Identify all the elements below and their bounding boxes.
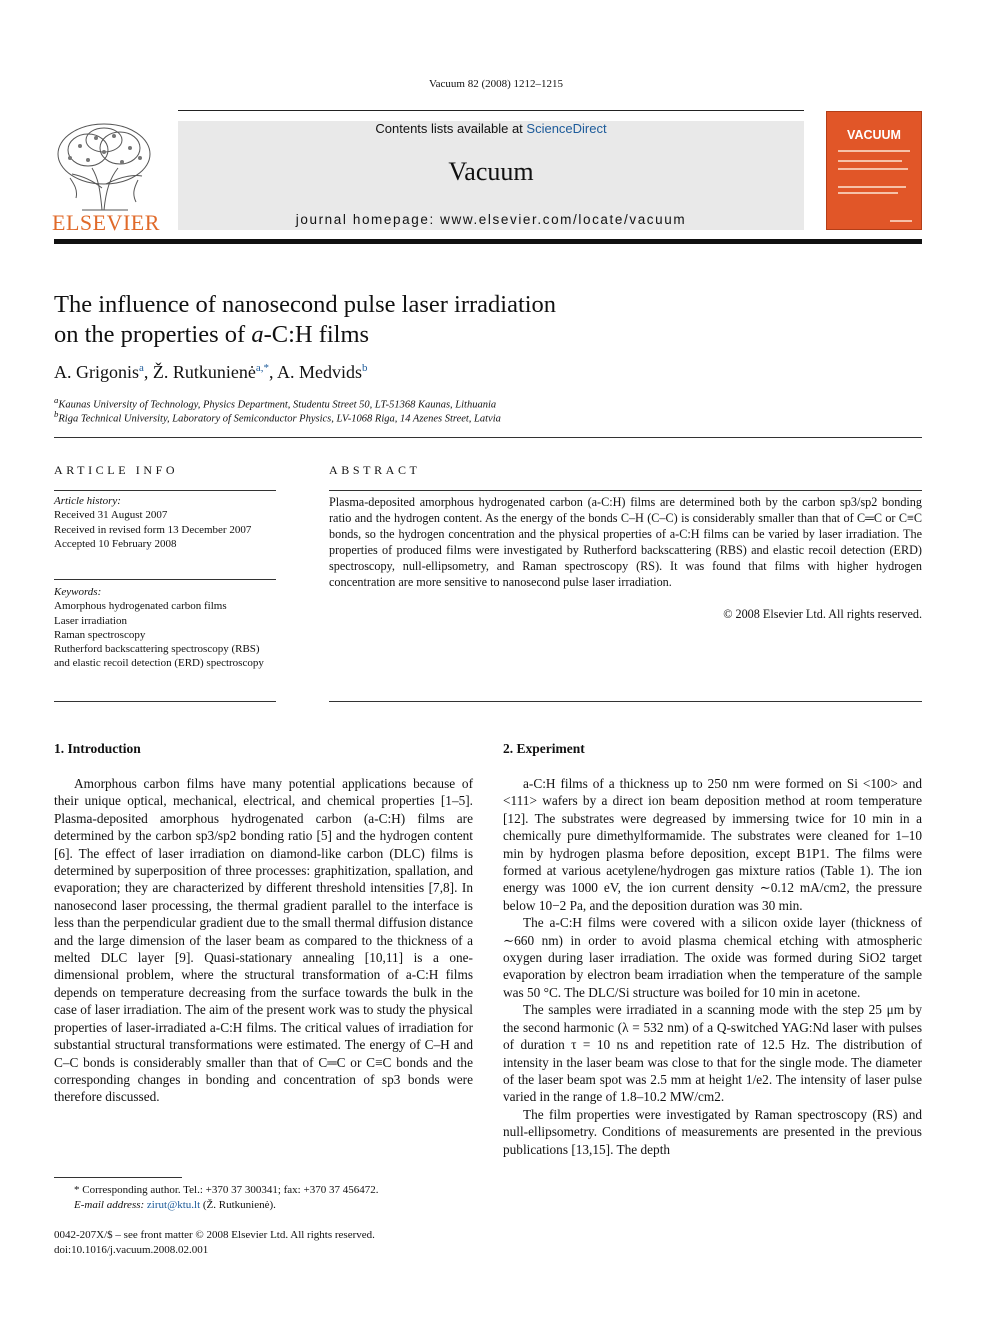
title-line-2: on the properties of a-C:H films [54, 321, 370, 348]
email-link[interactable]: zirut@ktu.lt [146, 1199, 201, 1211]
abstract-copyright: © 2008 Elsevier Ltd. All rights reserved. [723, 607, 922, 621]
divider [329, 490, 922, 491]
paragraph: Amorphous carbon films have many potential applications because of their unique optical, mechanical, electrical, and chemical properties [1–5]. Plasma-deposited amorphous hydrogenated carbon (a-C:H) films are determined by the carbon sp3/sp2 bonding ratio [5] and the hydrogen content [6]. The effect of laser irradiation on diamond-like carbon (DLC) films is determined by superposition of three processes: graphitization, spallation, and evaporation; they are characterized by different threshold intensities [7,8]. In nanosecond laser processing, the thermal gradient parallel to the interface is less than the perpendicular gradient due to the small thermal diffusion distance and the large dimension of the laser beam as compared to the thickness of a melted DLC layer [9]. Quasi-stationary annealing [10,11] is a one-dimensional problem, where the structural transformation of a-C:H films depends on temperature decreasing from the surface towards the bulk in the case of laser irradiation. The aim of the present work was to study the physical properties of laser-irradiated a-C:H films. The critical values of irradiation for substantial structural transformations were estimated. The energy of C–H and C–C bonds is considerably smaller than that of C═C or C≡C bonds and the corresponding changes in bonding and concentration of sp3 bonds were therefore discussed. [54, 776, 473, 1105]
cover-decor-line [838, 160, 902, 162]
issn-line: 0042-207X/$ – see front matter © 2008 Elsevier Ltd. All rights reserved. [54, 1229, 375, 1241]
abstract-heading: ABSTRACT [329, 463, 421, 477]
divider [329, 701, 922, 702]
section-heading-experiment: 2. Experiment [503, 741, 585, 756]
journal-citation: Vacuum 82 (2008) 1212–1215 [428, 78, 564, 90]
introduction-body [54, 775, 473, 1106]
article-title [54, 290, 674, 350]
affiliation: $^b$Riga Technical University, Laboratory of Semiconductor Physics, LV-1068 Riga, 14 Azenes Street, Latvia [54, 409, 501, 425]
cover-decor-line [838, 150, 910, 152]
footnote-rule [54, 1177, 182, 1178]
keyword: Laser irradiation [54, 614, 127, 627]
paragraph: The samples were irradiated in a scanning mode with the step 25 μm by the second harmonic (λ = 532 nm) of a Q-switched YAG:Nd laser with pulses of duration τ = 10 ns and repetition rate of 12.5 Hz. The distribution of intensity in the laser beam was close to that for the single mode. The diameter of the laser beam spot was 2.5 mm at height 1/e2. The intensity of laser pulse varied in the range of 1.8–10.2 MW/cm2. [503, 1002, 922, 1105]
author-name: A. Grigonis [54, 362, 139, 382]
history-item: Received in revised form 13 December 2007 [54, 523, 252, 536]
corresponding-author-note: * Corresponding author. Tel.: +370 37 300341; fax: +370 37 456472. [74, 1184, 379, 1196]
history-item: Accepted 10 February 2008 [54, 537, 177, 550]
cover-decor-line [838, 192, 898, 194]
author-affiliation-mark[interactable]: a [139, 362, 144, 374]
author-affiliation-mark[interactable]: b [362, 362, 368, 374]
journal-homepage[interactable]: journal homepage: www.elsevier.com/locate/vacuum [295, 212, 687, 227]
divider [54, 701, 276, 702]
publisher-name: ELSEVIER [52, 210, 160, 235]
article-info-heading: ARTICLE INFO [54, 463, 179, 477]
divider [54, 579, 276, 580]
keyword: Amorphous hydrogenated carbon films [54, 600, 227, 613]
experiment-body [503, 775, 922, 1158]
cover-title: VACUUM [847, 128, 901, 142]
doi-line[interactable]: doi:10.1016/j.vacuum.2008.02.001 [54, 1243, 209, 1256]
author-name: Ž. Rutkunienė [152, 362, 256, 382]
paragraph: The film properties were investigated by Raman spectroscopy (RS) and null-ellipsometry. Conditions of measurements are presented in the previous publications [13,15]. The depth [503, 1106, 922, 1157]
divider [54, 437, 922, 438]
author-affiliation-mark[interactable]: a,* [255, 362, 270, 374]
keyword-list [54, 585, 276, 671]
history-item: Received 31 August 2007 [54, 509, 168, 522]
keyword: Raman spectroscopy [54, 628, 146, 641]
paragraph: The a-C:H films were covered with a silicon oxide layer (thickness of ∼660 nm) in order to avoid plasma chemical etching with atmospheric oxygen during laser irradiation. The oxide was formed during SiO2 target evaporation by electron beam irradiation when the temperature of the sample was 50 °C. The DLC/Si structure was boiled for 10 min in acetone. [503, 915, 922, 1000]
footnote [54, 1183, 473, 1213]
cover-decor-line [890, 220, 912, 222]
author-name: A. Medvids [277, 362, 363, 382]
header-thick-rule [54, 239, 922, 244]
contents-prefix: Contents lists available at [375, 121, 527, 136]
keywords-label: Keywords: [54, 586, 102, 598]
journal-name: Vacuum [448, 157, 534, 186]
contents-line [178, 121, 804, 136]
cover-decor-line [838, 186, 906, 188]
cover-decor-line [838, 168, 908, 170]
section-heading-introduction: 1. Introduction [54, 741, 141, 756]
affiliation: $^a$Kaunas University of Technology, Physics Department, Studentu Street 50, LT-51368 Kaunas, Lithuania [54, 395, 497, 411]
title-line-1: The influence of nanosecond pulse laser irradiation [54, 291, 557, 318]
keyword: Rutherford backscattering spectroscopy (RBS) and elastic recoil detection (ERD) spectroscopy [54, 643, 264, 670]
email-note: E-mail address: zirut@ktu.lt (Ž. Rutkunienė). [74, 1199, 276, 1211]
front-matter [54, 1228, 473, 1258]
history-label: Article history: [54, 495, 121, 507]
header-rule [178, 110, 804, 111]
divider [54, 490, 276, 491]
abstract-text: Plasma-deposited amorphous hydrogenated carbon (a-C:H) films are determined both by the carbon sp3/sp2 bonding ratio and the hydrogen content. As the energy of the bonds C–H (C–C) is considerably smaller than that of C═C or C≡C bonds, so the hydrogen concentration and the physical properties of a-C:H films can be varied by laser irradiation. The properties of produced films were investigated by Rutherford backscattering (RBS) and elastic recoil detection (ERD) spectroscopy, null-ellipsometry, and Raman spectroscopy (RS). It was found that films with higher hydrogen concentration are more sensitive to nanosecond pulse laser irradiation. [329, 495, 922, 589]
sciencedirect-link[interactable]: ScienceDirect [526, 121, 607, 136]
paragraph: a-C:H films of a thickness up to 250 nm were formed on Si <100> and <111> wafers by a direct ion beam deposition method at room temperature [12]. The substrates were degreased by immersing twice for 10 min in a chemically pure dimethylformamide. The substrates were cleaned for 1–10 min by hydrogen plasma before deposition, except B1P1. The films were formed at various acetylene/hydrogen gas mixture ratios (Table 1). The ion energy was 1000 eV, the ion current density ∼0.12 mA/cm2, the pressure below 10−2 Pa, and the deposition duration was 30 min. [503, 776, 922, 913]
article-history [54, 494, 276, 551]
author-list: A. Grigonis$^a$, Ž. Rutkunienė$^{a,*}$, A. Medvids$^b$ [54, 362, 368, 382]
